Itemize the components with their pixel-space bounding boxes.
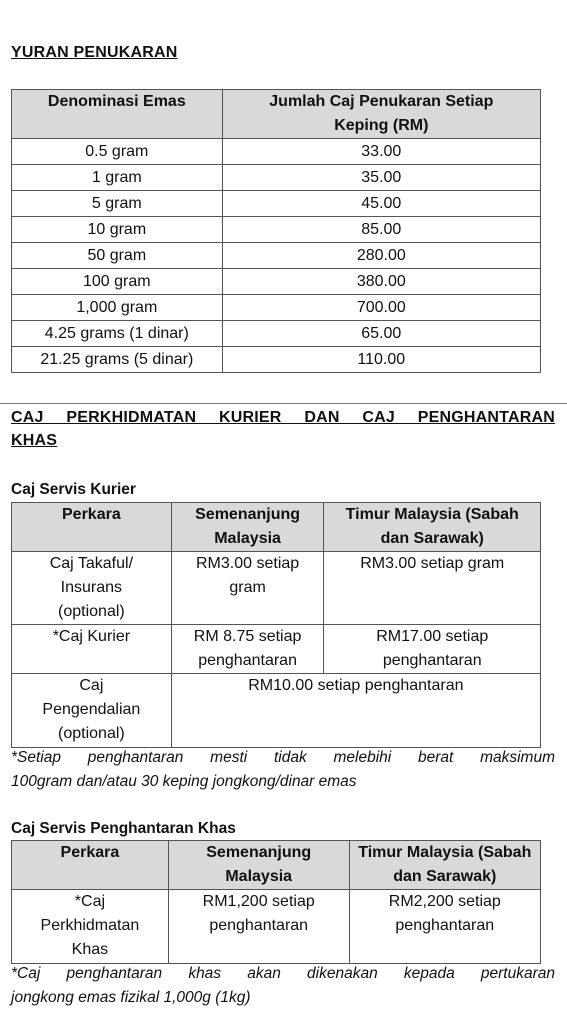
table-cell: Caj Takaful/ Insurans (optional) bbox=[12, 552, 172, 625]
section2-title-line1: CAJ PERKHIDMATAN KURIER DAN CAJ PENGHANTARAN bbox=[11, 409, 555, 426]
table-cell: 65.00 bbox=[222, 321, 540, 347]
table-cell: 35.00 bbox=[222, 165, 540, 191]
table-cell: Caj Pengendalian (optional) bbox=[12, 674, 172, 748]
table-cell: RM1,200 setiap penghantaran bbox=[168, 890, 349, 964]
table-cell: 1 gram bbox=[12, 165, 223, 191]
table-cell: 4.25 grams (1 dinar) bbox=[12, 321, 223, 347]
courier-note-line1: *Setiap penghantaran mesti tidak melebihi berat maksimum bbox=[11, 749, 555, 766]
table-cell: *Caj Perkhidmatan Khas bbox=[12, 890, 169, 964]
table-cell: RM2,200 setiap penghantaran bbox=[349, 890, 540, 964]
header-peninsular: Semenanjung Malaysia bbox=[171, 503, 324, 552]
courier-service-title: Caj Servis Kurier bbox=[11, 481, 136, 498]
table-cell: 110.00 bbox=[222, 347, 540, 373]
special-note-line1: *Caj penghantaran khas akan dikenakan kepada pertukaran bbox=[11, 965, 555, 982]
header-item: Perkara bbox=[12, 841, 169, 890]
table-cell: RM 8.75 setiap penghantaran bbox=[171, 625, 324, 674]
header-item: Perkara bbox=[12, 503, 172, 552]
table-cell: RM3.00 setiap gram bbox=[324, 552, 541, 625]
table-cell: *Caj Kurier bbox=[12, 625, 172, 674]
special-service-title: Caj Servis Penghantaran Khas bbox=[11, 820, 236, 837]
table-cell: 50 gram bbox=[12, 243, 223, 269]
table-cell: 0.5 gram bbox=[12, 139, 223, 165]
table-cell: 380.00 bbox=[222, 269, 540, 295]
table-cell: 10 gram bbox=[12, 217, 223, 243]
table-cell: 33.00 bbox=[222, 139, 540, 165]
courier-note-line2: 100gram dan/atau 30 keping jongkong/dinar emas bbox=[11, 773, 357, 790]
section2-title-line2: KHAS bbox=[11, 432, 58, 449]
header-east-malaysia: Timur Malaysia (Sabah dan Sarawak) bbox=[324, 503, 541, 552]
special-delivery-table bbox=[11, 840, 541, 964]
section-divider bbox=[0, 403, 567, 404]
courier-service-table bbox=[11, 502, 541, 748]
table-cell: RM10.00 setiap penghantaran bbox=[171, 674, 540, 748]
table-cell: 5 gram bbox=[12, 191, 223, 217]
table-cell: 85.00 bbox=[222, 217, 540, 243]
header-denomination: Denominasi Emas bbox=[12, 90, 223, 139]
section1-title: YURAN PENUKARAN bbox=[11, 44, 178, 61]
table-cell: 100 gram bbox=[12, 269, 223, 295]
header-peninsular: Semenanjung Malaysia bbox=[168, 841, 349, 890]
table-cell: 21.25 grams (5 dinar) bbox=[12, 347, 223, 373]
table-cell: 45.00 bbox=[222, 191, 540, 217]
conversion-fee-table bbox=[11, 89, 541, 373]
table-cell: 700.00 bbox=[222, 295, 540, 321]
table-cell: RM3.00 setiap gram bbox=[171, 552, 324, 625]
table-cell: 280.00 bbox=[222, 243, 540, 269]
special-note-line2: jongkong emas fizikal 1,000g (1kg) bbox=[11, 989, 251, 1006]
table-cell: RM17.00 setiap penghantaran bbox=[324, 625, 541, 674]
header-conversion-fee: Jumlah Caj Penukaran Setiap Keping (RM) bbox=[222, 90, 540, 139]
table-cell: 1,000 gram bbox=[12, 295, 223, 321]
header-east-malaysia: Timur Malaysia (Sabah dan Sarawak) bbox=[349, 841, 540, 890]
